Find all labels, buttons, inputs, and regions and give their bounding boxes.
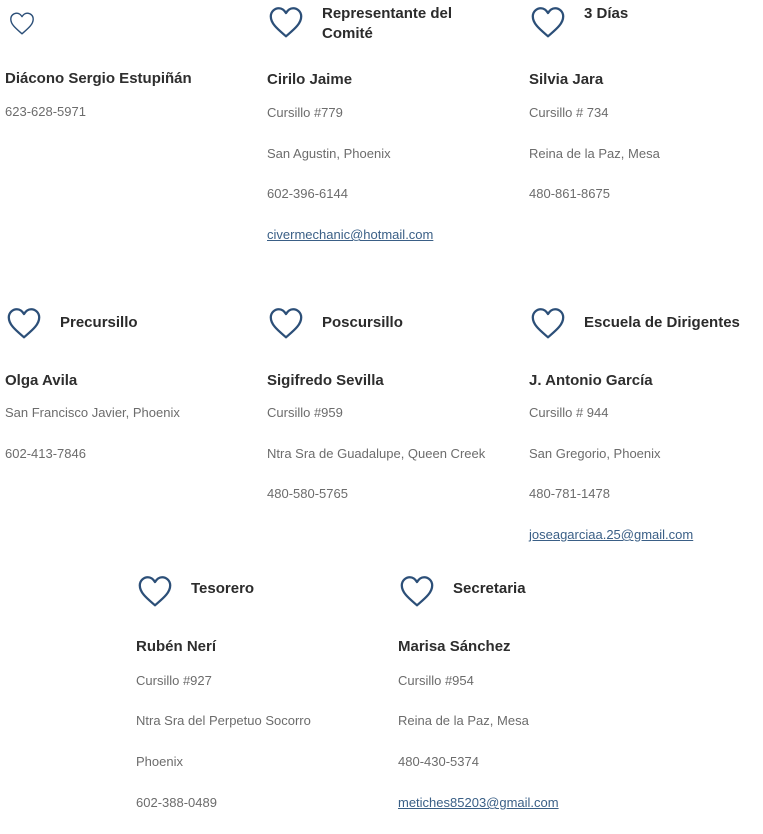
heart-icon <box>267 305 305 343</box>
member-name: Silvia Jara <box>529 71 604 88</box>
phone-number: 602-413-7846 <box>5 446 86 461</box>
heart-icon <box>398 573 436 611</box>
member-name: Sigifredo Sevilla <box>267 372 384 389</box>
parish: San Agustin, Phoenix <box>267 146 391 161</box>
cursillo-number: Cursillo # 944 <box>529 405 609 420</box>
committee-role: Precursillo <box>60 314 138 331</box>
heart-icon <box>529 305 567 343</box>
cursillo-number: Cursillo # 734 <box>529 105 609 120</box>
member-name: Rubén Nerí <box>136 638 217 655</box>
email-link-wrapper <box>529 526 693 544</box>
committee-role: Tesorero <box>191 580 255 597</box>
heart-icon <box>267 4 305 42</box>
heart-icon <box>136 573 174 611</box>
parish: Ntra Sra de Guadalupe, Queen Creek <box>267 446 486 461</box>
email-link-wrapper <box>267 226 433 244</box>
parish: Ntra Sra del Perpetuo Socorro <box>136 713 311 728</box>
phone-number: 480-430-5374 <box>398 754 479 769</box>
heart-icon <box>5 305 43 343</box>
cursillo-number: Cursillo #779 <box>267 105 343 120</box>
parish: Reina de la Paz, Mesa <box>529 146 660 161</box>
phone-number: 623-628-5971 <box>5 104 86 119</box>
email-link[interactable]: metiches85203@gmail.com <box>398 795 559 810</box>
parish: Reina de la Paz, Mesa <box>398 713 529 728</box>
phone-number: 602-396-6144 <box>267 186 348 201</box>
committee-role: 3 Días <box>584 5 629 22</box>
cursillo-number: Cursillo #954 <box>398 673 474 688</box>
heart-icon <box>8 10 36 38</box>
email-link[interactable]: civermechanic@hotmail.com <box>267 227 434 242</box>
parish: San Francisco Javier, Phoenix <box>5 405 180 420</box>
phone-number: 480-861-8675 <box>529 186 610 201</box>
phone-number: 480-781-1478 <box>529 486 610 501</box>
phone-number: 480-580-5765 <box>267 486 348 501</box>
committee-role: Secretaria <box>453 580 526 597</box>
committee-role: Escuela de Dirigentes <box>584 314 740 331</box>
member-name: Marisa Sánchez <box>398 638 511 655</box>
member-name: Cirilo Jaime <box>267 71 353 88</box>
committee-role: Poscursillo <box>322 314 403 331</box>
member-name: J. Antonio García <box>529 372 653 389</box>
parish: San Gregorio, Phoenix <box>529 446 661 461</box>
city: Phoenix <box>136 754 183 769</box>
cursillo-number: Cursillo #927 <box>136 673 212 688</box>
phone-number: 602-388-0489 <box>136 795 217 810</box>
email-link-wrapper <box>398 794 559 812</box>
member-name: Olga Avila <box>5 372 78 389</box>
heart-icon <box>529 4 567 42</box>
cursillo-number: Cursillo #959 <box>267 405 343 420</box>
member-name: Diácono Sergio Estupiñán <box>5 70 192 87</box>
committee-role: Representante del <box>322 5 453 22</box>
email-link[interactable]: joseagarciaa.25@gmail.com <box>529 527 694 542</box>
committee-role: Comité <box>322 25 373 42</box>
